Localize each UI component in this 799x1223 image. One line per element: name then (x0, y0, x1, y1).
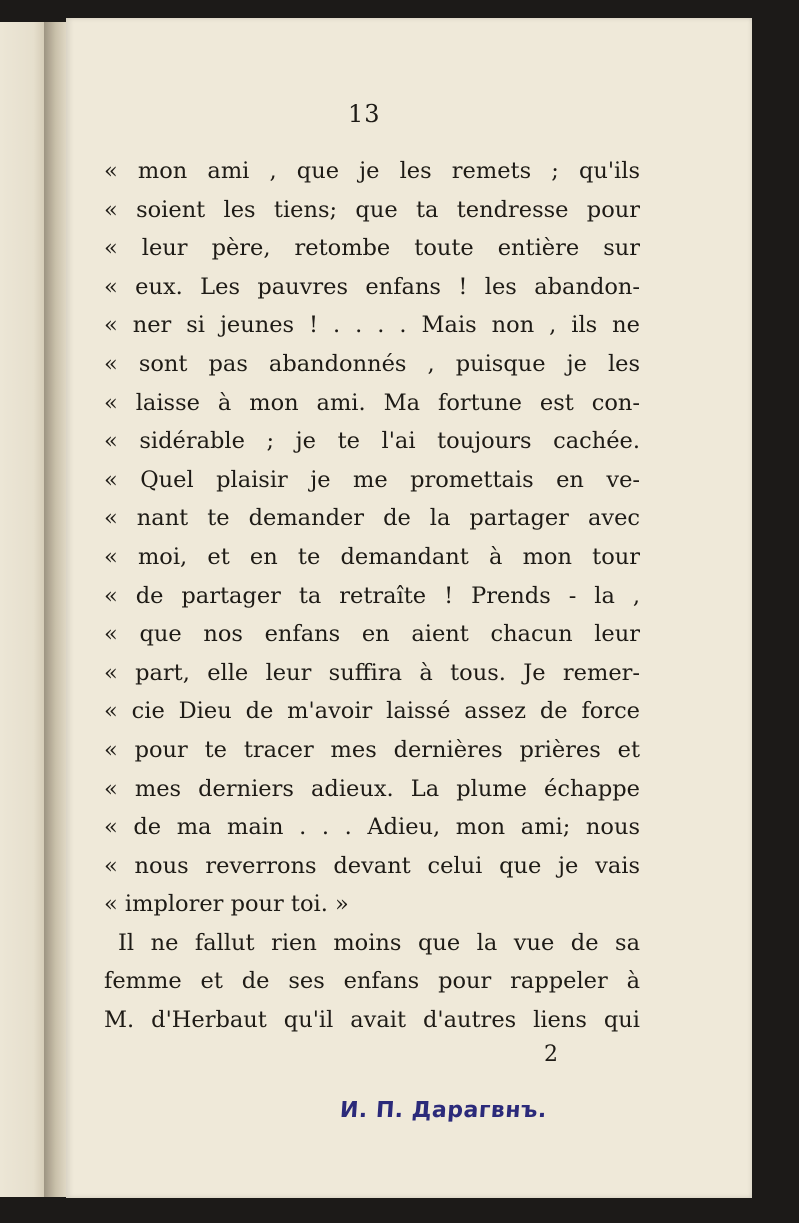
text-line: « sont pas abandonnés , puisque je les (104, 350, 640, 377)
text-line: « que nos enfans en aient chacun leur (104, 621, 640, 648)
page-number: 13 (348, 100, 381, 128)
text-line: « eux. Les pauvres enfans ! les abandon- (104, 273, 640, 300)
text-line: « de ma main . . . Adieu, mon ami; nous (104, 814, 640, 841)
signature-mark: 2 (544, 1042, 558, 1067)
text-line: « sidérable ; je te l'ai toujours cachée. (104, 428, 640, 455)
text-line: « soient les tiens; que ta tendresse pour (104, 196, 640, 223)
text-line: « nant te demander de la partager avec (104, 505, 640, 532)
book-page (66, 18, 752, 1198)
text-line: « part, elle leur suffira à tous. Je remer- (104, 659, 640, 686)
text-line: « moi, et en te demandant à mon tour (104, 543, 640, 570)
body-text (104, 152, 640, 1040)
text-line: « de partager ta retraîte ! Prends - la , (104, 582, 640, 609)
text-line: « Quel plaisir je me promettais en ve- (104, 466, 640, 493)
text-line: M. d'Herbaut qu'il avait d'autres liens qui (104, 1007, 640, 1034)
owner-stamp: И. П. Дарагвнъ. (339, 1098, 548, 1123)
text-line: « laisse à mon ami. Ma fortune est con- (104, 389, 640, 416)
text-line: « leur père, retombe toute entière sur (104, 235, 640, 262)
text-line: « mon ami , que je les remets ; qu'ils (104, 158, 640, 184)
text-line: « nous reverrons devant celui que je vais (104, 852, 640, 879)
text-line: « cie Dieu de m'avoir laissé assez de force (104, 698, 640, 725)
text-line: « implorer pour toi. » (104, 891, 349, 918)
text-line: Il ne fallut rien moins que la vue de sa (118, 929, 640, 956)
left-page-edge (0, 22, 48, 1197)
text-line: « mes derniers adieux. La plume échappe (104, 775, 640, 802)
text-line: « ner si jeunes ! . . . . Mais non , ils ne (104, 312, 640, 339)
text-line: « pour te tracer mes dernières prières et (104, 736, 640, 763)
text-line: femme et de ses enfans pour rappeler à (104, 968, 640, 995)
